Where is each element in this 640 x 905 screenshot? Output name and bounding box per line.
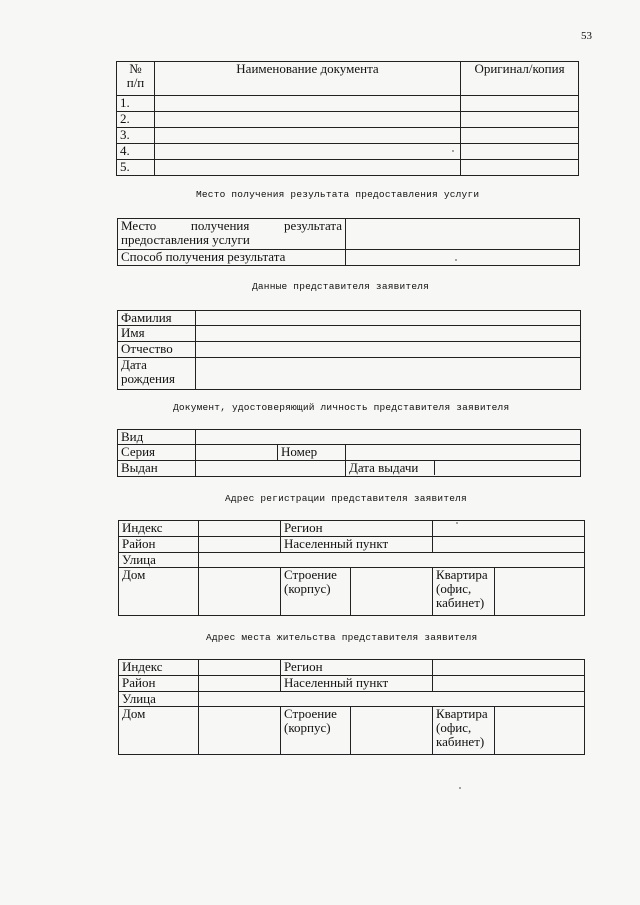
residence-caption: Адрес места жительства представителя заявителя bbox=[206, 632, 478, 643]
result-caption: Место получения результата предоставления услуги bbox=[196, 189, 480, 200]
reg-apartment-line3: кабинет) bbox=[436, 595, 485, 610]
res-locality-field[interactable] bbox=[433, 676, 585, 692]
table-row bbox=[117, 96, 579, 112]
result-table bbox=[117, 218, 580, 266]
result-method-label: Способ получения результата bbox=[118, 250, 346, 266]
registration-caption: Адрес регистрации представителя заявителя bbox=[225, 493, 467, 504]
reg-index-field[interactable] bbox=[199, 521, 281, 537]
reg-district-label: Район bbox=[119, 537, 199, 553]
reg-district-field[interactable] bbox=[199, 537, 281, 553]
res-district-label: Район bbox=[119, 676, 199, 692]
original-cell[interactable] bbox=[461, 128, 579, 144]
row-number: 1. bbox=[117, 96, 155, 112]
res-building-label bbox=[281, 707, 351, 755]
issue-date-cell bbox=[346, 461, 581, 477]
reg-apartment-field[interactable] bbox=[495, 568, 585, 616]
res-apartment-line2: (офис, bbox=[436, 720, 472, 735]
page-number: 53 bbox=[581, 30, 592, 42]
reg-building-label bbox=[281, 568, 351, 616]
result-method-field[interactable] bbox=[346, 250, 580, 266]
document-type-label: Вид bbox=[118, 430, 196, 445]
reg-house-field[interactable] bbox=[199, 568, 281, 616]
res-index-label: Индекс bbox=[119, 660, 199, 676]
issue-date-field[interactable] bbox=[435, 461, 580, 475]
res-apartment-field[interactable] bbox=[495, 707, 585, 755]
reg-locality-field[interactable] bbox=[433, 537, 585, 553]
documents-table bbox=[116, 61, 579, 176]
result-place-label bbox=[118, 219, 346, 250]
name-header: Наименование документа bbox=[155, 62, 461, 96]
document-name-cell[interactable] bbox=[155, 96, 461, 112]
reg-building-line2: (корпус) bbox=[284, 581, 331, 596]
birthdate-label-line1: Дата bbox=[121, 357, 147, 372]
document-name-cell[interactable] bbox=[155, 144, 461, 160]
row-number: 4. bbox=[117, 144, 155, 160]
res-street-label: Улица bbox=[119, 692, 199, 707]
result-place-line1: Место получения результата bbox=[121, 218, 342, 233]
table-row bbox=[117, 128, 579, 144]
res-apartment-label bbox=[433, 707, 495, 755]
reg-apartment-label bbox=[433, 568, 495, 616]
number-header bbox=[117, 62, 155, 96]
patronymic-field[interactable] bbox=[196, 342, 581, 358]
original-cell[interactable] bbox=[461, 112, 579, 128]
original-header: Оригинал/копия bbox=[461, 62, 579, 96]
birthdate-label bbox=[118, 358, 196, 390]
reg-street-field[interactable] bbox=[199, 553, 585, 568]
surname-label: Фамилия bbox=[118, 311, 196, 326]
result-place-field[interactable] bbox=[346, 219, 580, 250]
reg-apartment-line1: Квартира bbox=[436, 567, 488, 582]
series-field[interactable] bbox=[196, 445, 278, 461]
result-place-line2: предоставления услуги bbox=[121, 232, 250, 247]
res-building-line2: (корпус) bbox=[284, 720, 331, 735]
reg-building-line1: Строение bbox=[284, 567, 337, 582]
reg-locality-label: Населенный пункт bbox=[281, 537, 433, 553]
res-index-field[interactable] bbox=[199, 660, 281, 676]
name-field[interactable] bbox=[196, 326, 581, 342]
issue-date-label: Дата выдачи bbox=[346, 461, 435, 475]
scan-speck bbox=[459, 787, 461, 789]
res-region-label: Регион bbox=[281, 660, 433, 676]
scan-speck bbox=[456, 522, 458, 524]
row-number: 5. bbox=[117, 160, 155, 176]
reg-street-label: Улица bbox=[119, 553, 199, 568]
table-row bbox=[117, 160, 579, 176]
scan-speck bbox=[455, 259, 457, 261]
original-cell[interactable] bbox=[461, 144, 579, 160]
res-apartment-line1: Квартира bbox=[436, 706, 488, 721]
res-region-field[interactable] bbox=[433, 660, 585, 676]
table-row bbox=[117, 144, 579, 160]
series-label: Серия bbox=[118, 445, 196, 461]
patronymic-label: Отчество bbox=[118, 342, 196, 358]
reg-region-label: Регион bbox=[281, 521, 433, 537]
number-header-line2: п/п bbox=[126, 75, 145, 90]
residence-address-table bbox=[118, 659, 585, 755]
res-street-field[interactable] bbox=[199, 692, 585, 707]
res-district-field[interactable] bbox=[199, 676, 281, 692]
identity-table bbox=[117, 429, 581, 477]
number-label: Номер bbox=[278, 445, 346, 461]
res-building-line1: Строение bbox=[284, 706, 337, 721]
name-label: Имя bbox=[118, 326, 196, 342]
row-number: 2. bbox=[117, 112, 155, 128]
original-cell[interactable] bbox=[461, 160, 579, 176]
reg-apartment-line2: (офис, bbox=[436, 581, 472, 596]
number-field[interactable] bbox=[346, 445, 581, 461]
original-cell[interactable] bbox=[461, 96, 579, 112]
issued-by-field[interactable] bbox=[196, 461, 346, 477]
res-house-label: Дом bbox=[119, 707, 199, 755]
issued-by-label: Выдан bbox=[118, 461, 196, 477]
surname-field[interactable] bbox=[196, 311, 581, 326]
table-row bbox=[117, 112, 579, 128]
res-locality-label: Населенный пункт bbox=[281, 676, 433, 692]
document-name-cell[interactable] bbox=[155, 128, 461, 144]
representative-caption: Данные представителя заявителя bbox=[252, 281, 430, 292]
res-house-field[interactable] bbox=[199, 707, 281, 755]
registration-address-table bbox=[118, 520, 585, 616]
reg-building-field[interactable] bbox=[351, 568, 433, 616]
number-header-line1: № bbox=[129, 61, 142, 76]
reg-index-label: Индекс bbox=[119, 521, 199, 537]
document-name-cell[interactable] bbox=[155, 160, 461, 176]
representative-table bbox=[117, 310, 581, 390]
res-building-field[interactable] bbox=[351, 707, 433, 755]
res-apartment-line3: кабинет) bbox=[436, 734, 485, 749]
birthdate-field[interactable] bbox=[196, 358, 581, 390]
document-name-cell[interactable] bbox=[155, 112, 461, 128]
row-number: 3. bbox=[117, 128, 155, 144]
birthdate-label-line2: рождения bbox=[121, 371, 175, 386]
document-type-field[interactable] bbox=[196, 430, 581, 445]
scan-speck bbox=[452, 150, 454, 152]
identity-caption: Документ, удостоверяющий личность представителя заявителя bbox=[173, 402, 510, 413]
reg-house-label: Дом bbox=[119, 568, 199, 616]
